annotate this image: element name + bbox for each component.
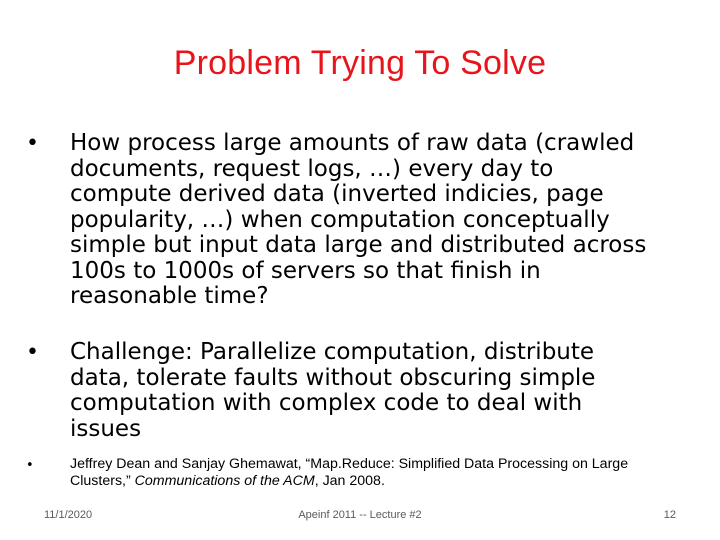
bullet-line: reasonable time? bbox=[70, 283, 269, 309]
slide-title: Problem Trying To Solve bbox=[173, 44, 547, 82]
bullet-marker: • bbox=[26, 131, 39, 156]
bullet-line: simple but input data large and distributed across bbox=[70, 232, 647, 258]
bullet-citation bbox=[26, 456, 682, 490]
bullet-challenge bbox=[26, 339, 690, 442]
bullet-line: computation with complex code to deal with bbox=[70, 390, 583, 416]
footer-lecture-label: Apeinf 2011 -- Lecture #2 bbox=[298, 509, 422, 521]
bullet-line: popularity, …) when computation conceptually bbox=[70, 206, 610, 233]
bullet-marker: • bbox=[26, 458, 34, 473]
bullet-line: issues bbox=[70, 415, 142, 442]
bullet-marker: • bbox=[26, 340, 39, 365]
bullet-problem bbox=[26, 130, 690, 310]
bullet-line: compute derived data (inverted indicies, page bbox=[70, 181, 604, 207]
bullet-line: How process large amounts of raw data (crawled bbox=[70, 130, 635, 156]
citation-text: Jeffrey Dean and Sanjay Ghemawat, “Map.Reduce: Simplified Data Processing on Large Clusters,” bbox=[70, 456, 629, 489]
bullet-line: data, tolerate faults without obscuring simple bbox=[70, 364, 596, 391]
bullet-line: 100s to 1000s of servers so that finish in bbox=[70, 257, 541, 284]
bullet-line: documents, request logs, …) every day to bbox=[70, 155, 554, 182]
footer-date: 11/1/2020 bbox=[44, 509, 93, 521]
footer-page-number: 12 bbox=[663, 509, 676, 521]
citation-date: , Jan 2008. bbox=[314, 473, 385, 489]
bullet-line: Challenge: Parallelize computation, distribute bbox=[70, 339, 595, 365]
citation-journal: Communications of the ACM bbox=[134, 473, 315, 489]
